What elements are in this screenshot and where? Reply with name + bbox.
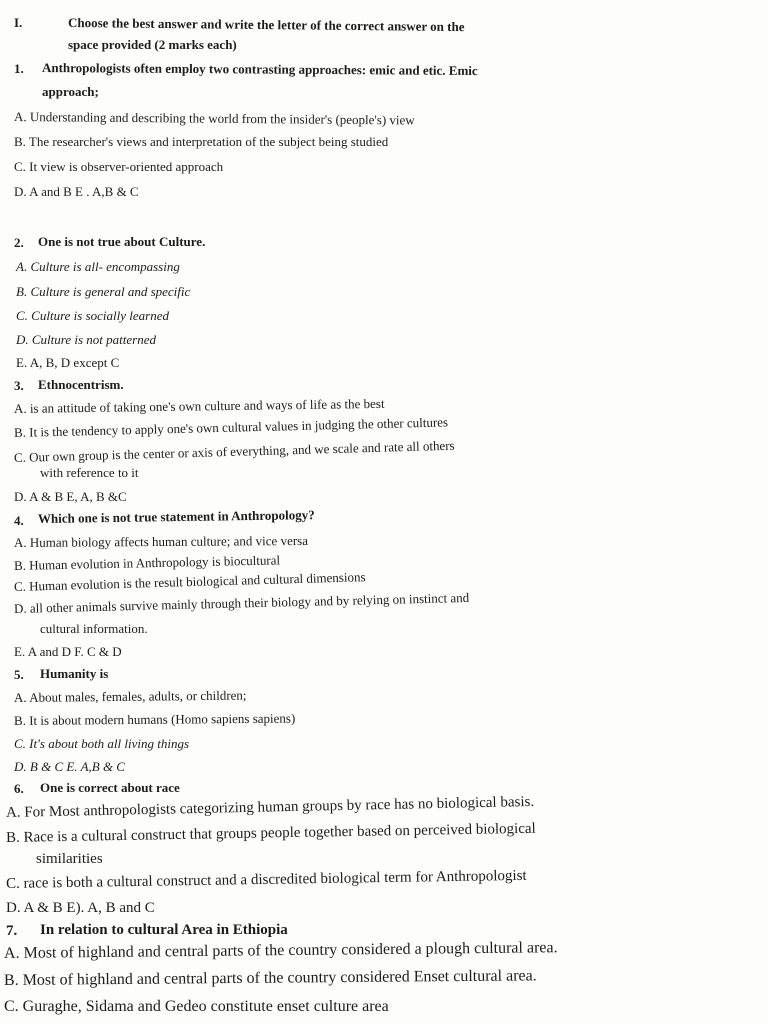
answer-option-cont: with reference to it — [40, 465, 139, 480]
answer-option: D. B & C E. A,B & C — [14, 759, 125, 774]
question-stem: In relation to cultural Area in Ethiopia — [40, 922, 288, 938]
instruction-text-cont: space provided (2 marks each) — [68, 37, 237, 52]
answer-option: C. It view is observer-oriented approach — [14, 159, 224, 174]
answer-option: D. A and B E . A,B & C — [14, 184, 139, 199]
answer-option: A. is an attitude of taking one's own culture and ways of life as the best — [13, 395, 385, 416]
question-number: 1. — [14, 61, 24, 76]
answer-option: D. all other animals survive mainly through their biology and by relying on instinct and — [13, 589, 470, 616]
answer-option: A. Culture is all- encompassing — [16, 259, 180, 274]
answer-option: A. Human biology affects human culture; and vice versa — [13, 532, 309, 550]
answer-option: B. It is about modern humans (Homo sapiens sapiens) — [13, 710, 296, 728]
answer-option: C. Human evolution is the result biological and cultural dimensions — [13, 569, 366, 594]
answer-option: C. It's about both all living things — [14, 736, 190, 751]
answer-option: A. Most of highland and central parts of the country considered a plough cultural area. — [3, 939, 558, 962]
answer-option: D. A & B E, A, B &C — [14, 489, 127, 504]
instruction-text: Choose the best answer and write the letter of the correct answer on the — [67, 15, 465, 35]
question-number: 3. — [14, 378, 24, 393]
question-stem: Which one is not true statement in Anthropology? — [37, 507, 315, 526]
answer-option: B. It is the tendency to apply one's own cultural values in judging the other cultures — [13, 414, 449, 440]
answer-option: B. Culture is general and specific — [16, 284, 191, 299]
question-stem: Anthropologists often employ two contrasting approaches: emic and etic. Emic — [41, 60, 478, 79]
answer-option: B. Race is a cultural construct that groups people together based on perceived biological — [5, 820, 536, 846]
question-number: 7. — [6, 923, 18, 939]
answer-option: A. About males, females, adults, or children; — [13, 687, 247, 705]
question-number: 2. — [14, 235, 24, 250]
answer-option: C. Guraghe, Sidama and Gedeo constitute enset culture area — [4, 998, 389, 1015]
question-number: 4. — [14, 513, 24, 528]
question-number: 6. — [14, 781, 24, 796]
question-stem: Ethnocentrism. — [38, 377, 124, 392]
question-stem: One is correct about race — [40, 780, 180, 795]
answer-option: D. A & B E). A, B and C — [6, 900, 155, 916]
answer-option: E. A, B, D except C — [16, 355, 120, 370]
answer-option: B. The researcher's views and interpretation of the subject being studied — [14, 134, 389, 149]
answer-option: A. For Most anthropologists categorizing human groups by race has no biological basis. — [5, 793, 535, 821]
question-number: 5. — [14, 667, 24, 682]
answer-option: C. race is both a cultural construct and a discredited biological term for Anthropologist — [5, 867, 527, 892]
section-number: I. — [14, 15, 23, 30]
answer-option-cont: cultural information. — [40, 621, 148, 636]
answer-option: C. Culture is socially learned — [16, 308, 169, 323]
question-stem: Humanity is — [40, 666, 109, 681]
answer-option: A. Understanding and describing the world from the insider's (people's) view — [13, 109, 415, 128]
answer-option-cont: similarities — [36, 851, 103, 867]
question-stem: One is not true about Culture. — [38, 234, 206, 249]
answer-option: D. Culture is not patterned — [16, 332, 156, 347]
answer-option: E. A and D F. C & D — [14, 644, 122, 659]
answer-option: C. Our own group is the center or axis of everything, and we scale and rate all others — [13, 437, 455, 465]
answer-option: B. Most of highland and central parts of the country considered Enset cultural area. — [3, 967, 537, 989]
answer-option: B. Human evolution in Anthropology is biocultural — [13, 552, 281, 573]
question-stem-cont: approach; — [42, 84, 99, 99]
